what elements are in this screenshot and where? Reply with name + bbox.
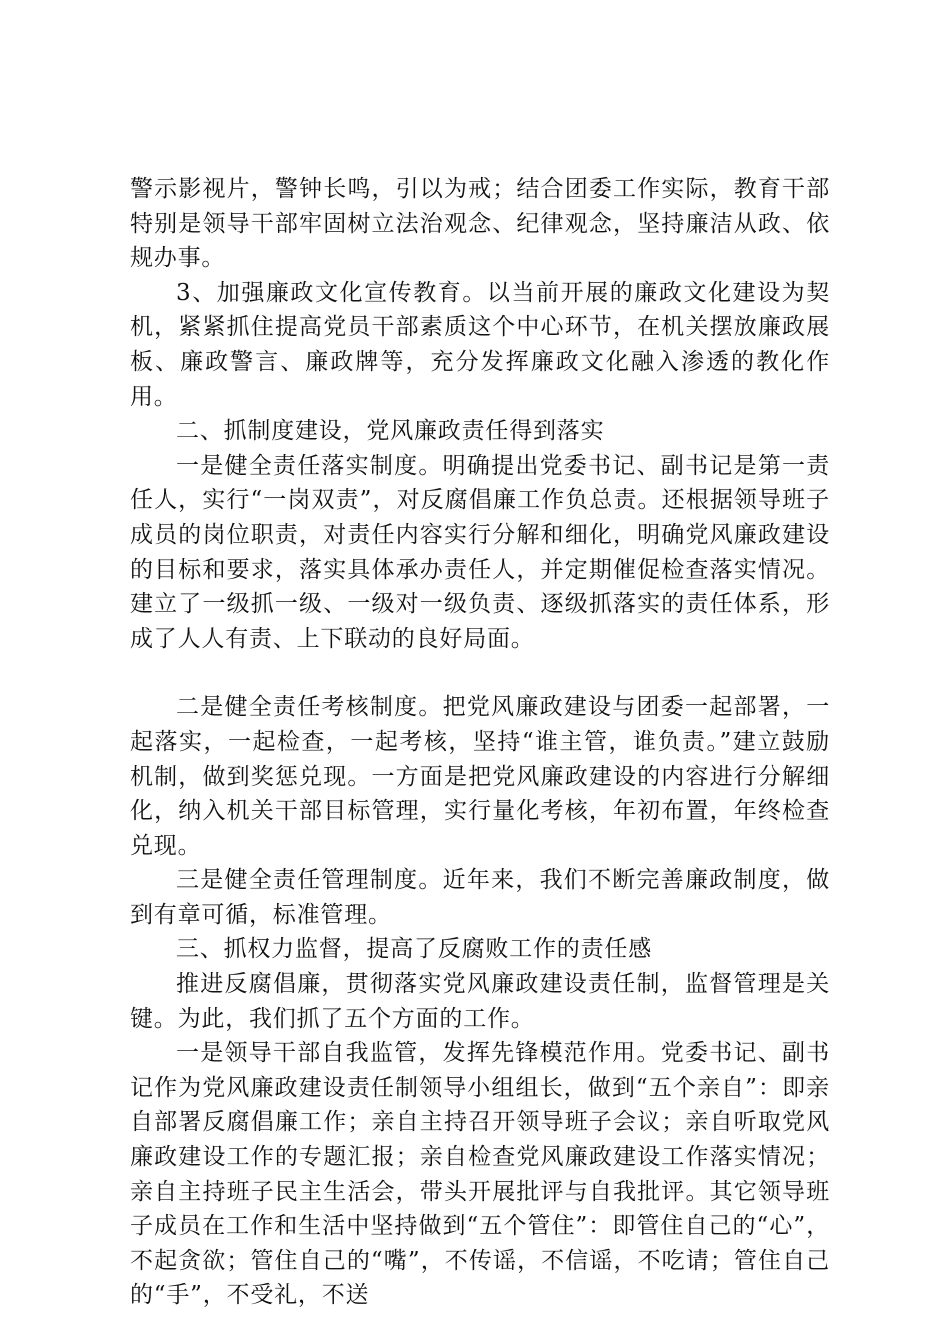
paragraph-responsibility-management: 三是健全责任管理制度。近年来，我们不断完善廉政制度，做到有章可循，标准管理。	[130, 867, 830, 928]
paragraph-gap	[130, 656, 830, 690]
section-heading-system-building: 二、抓制度建设，党风廉政责任得到落实	[176, 418, 605, 445]
section-heading-power-supervision: 三、抓权力监督，提高了反腐败工作的责任感	[176, 936, 652, 963]
paragraph-warning-films: 警示影视片，警钟长鸣，引以为戒；结合团委工作实际，教育干部特别是领导干部牢固树立法治观念、纪律观念，坚持廉洁从政、依规办事。	[130, 176, 830, 272]
paragraph-self-supervision: 一是领导干部自我监管，发挥先锋模范作用。党委书记、副书记作为党风廉政建设责任制领导小组组长，做到“五个亲自”：即亲自部署反腐倡廉工作；亲自主持召开领导班子会议；亲自听取党风廉政建设工作的专题汇报；亲自检查党风廉政建设工作落实情况；亲自主持班子民主生活会，带头开展批评与自我批评。其它领导班子成员在工作和生活中坚持做到“五个管住”：即管住自己的“心”，不起贪欲；管住自己的“嘴”，不传谣，不信谣，不吃请；管住自己的“手”，不受礼，不送	[130, 1040, 830, 1309]
document-body	[130, 172, 830, 1313]
paragraph-responsibility-assessment: 二是健全责任考核制度。把党风廉政建设与团委一起部署，一起落实，一起检查，一起考核，坚持“谁主管，谁负责。”建立鼓励机制，做到奖惩兑现。一方面是把党风廉政建设的内容进行分解细化，纳入机关干部目标管理，实行量化考核，年初布置，年终检查兑现。	[130, 694, 830, 859]
paragraph-culture-education: 3、加强廉政文化宣传教育。以当前开展的廉政文化建设为契机，紧紧抓住提高党员干部素质这个中心环节，在机关摆放廉政展板、廉政警言、廉政牌等，充分发挥廉政文化融入渗透的教化作用。	[130, 279, 830, 410]
paragraph-supervision-intro: 推进反腐倡廉，贯彻落实党风廉政建设责任制，监督管理是关键。为此，我们抓了五个方面的工作。	[130, 971, 830, 1032]
paragraph-responsibility-implementation: 一是健全责任落实制度。明确提出党委书记、副书记是第一责任人，实行“一岗双责”，对反腐倡廉工作负总责。还根据领导班子成员的岗位职责，对责任内容实行分解和细化，明确党风廉政建设的目标和要求，落实具体承办责任人，并定期催促检查落实情况。建立了一级抓一级、一级对一级负责、逐级抓落实的责任体系，形成了人人有责、上下联动的良好局面。	[130, 452, 830, 652]
